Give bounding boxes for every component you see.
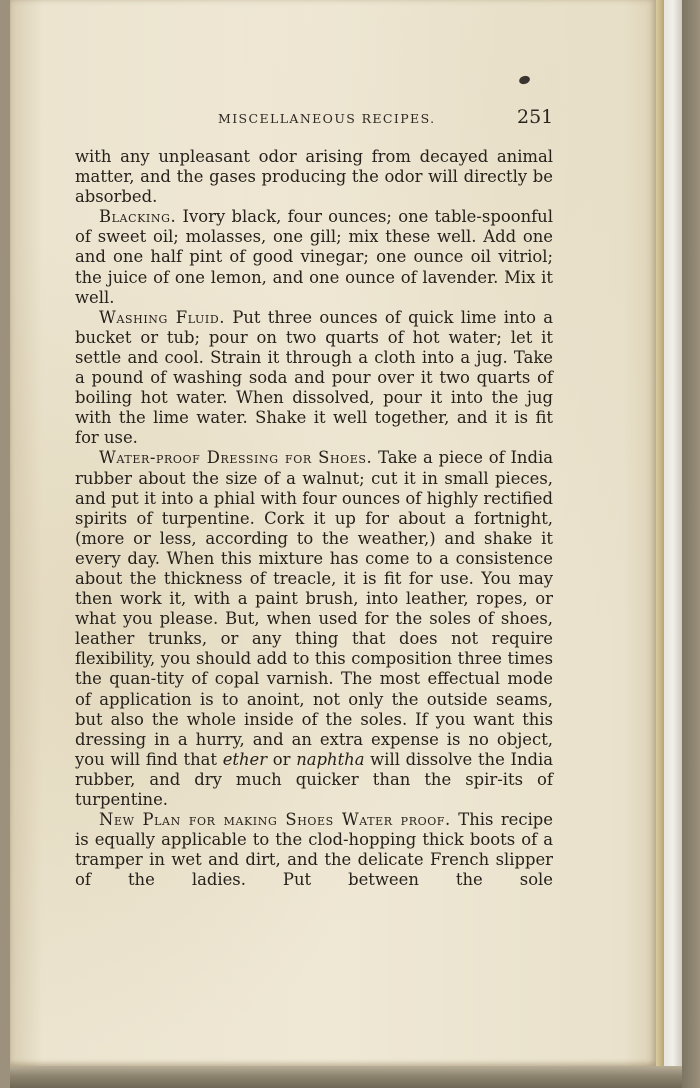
book-cover-edge	[682, 0, 700, 1088]
recipe-new-plan	[75, 810, 553, 890]
page-gilt-edge	[656, 0, 664, 1066]
running-head	[10, 106, 656, 132]
recipe-emphasis: ether	[222, 749, 268, 769]
recipe-heading: Washing Fluid.	[99, 307, 226, 327]
recipe-emphasis: naphtha	[296, 749, 365, 769]
recipe-blacking	[75, 207, 553, 307]
book-bottom-edge	[10, 1066, 682, 1088]
recipe-text: This recipe is equally applicable to the clod-hopping thick boots of a tramper in wet and dirt, and the delicate French slipper of the ladies. Put between the sole	[75, 810, 554, 890]
recipe-heading: Blacking.	[99, 207, 177, 227]
recipe-text: Ivory black, four ounces; one table-spoonful of sweet oil; molasses, one gill; mix these well. Add one and one half pint of good vinegar; one ounce oil vitriol; the juice of one lemon, and one ounce of lavender. Mix it well.	[75, 207, 553, 307]
page-number: 251	[517, 106, 554, 128]
paragraph-continuation	[75, 147, 553, 207]
recipe-heading: Water-proof Dressing for Shoes.	[99, 448, 373, 468]
recipe-washing-fluid	[75, 308, 553, 449]
recipe-heading: New Plan for making Shoes Water proof.	[99, 810, 451, 830]
book-page	[10, 0, 656, 1066]
running-title: MISCELLANEOUS RECIPES.	[218, 111, 436, 126]
page-stack-edge	[664, 0, 682, 1072]
recipe-text: Take a piece of India rubber about the size of a walnut; cut it in small pieces, and put it into a phial with four ounces of highly rectified spirits of turpentine. Cork it up for about a fortnight, (more or less, according to the weather,) and shake it every day. When this mixture has come to a consistence about the thickness of treacle, it is fit for use. You may then work it, with a paint brush, into leather, ropes, or what you please. But, when used for the soles of shoes, leather trunks, or any thing that does not require flexibility, you should add to this composition three times the quan-tity of copal varnish. The most effectual mode of application is to anoint, not only the outside seams, but also the whole inside of the soles. If you want this dressing in a hurry, and an extra expense is no object, you will find that	[75, 448, 553, 769]
recipe-text: will dissolve the India rubber, and dry much quicker than the spir-its of turpentine.	[75, 749, 554, 809]
recipe-text: Put three ounces of quick lime into a bucket or tub; pour on two quarts of hot water; let it settle and cool. Strain it through a cloth into a jug. Take a pound of washing soda and pour over it two quarts of boiling hot water. When dissolved, pour it into the jug with the lime water. Shake it well together, and it is fit for use.	[75, 307, 553, 448]
recipe-water-proof-dressing	[75, 448, 553, 810]
paragraph-text: with any unpleasant odor arising from decayed animal matter, and the gases producing the odor will directly be absorbed.	[75, 147, 553, 207]
recipe-text: or	[267, 749, 297, 769]
ink-blot	[518, 74, 531, 85]
body-text	[75, 147, 553, 890]
